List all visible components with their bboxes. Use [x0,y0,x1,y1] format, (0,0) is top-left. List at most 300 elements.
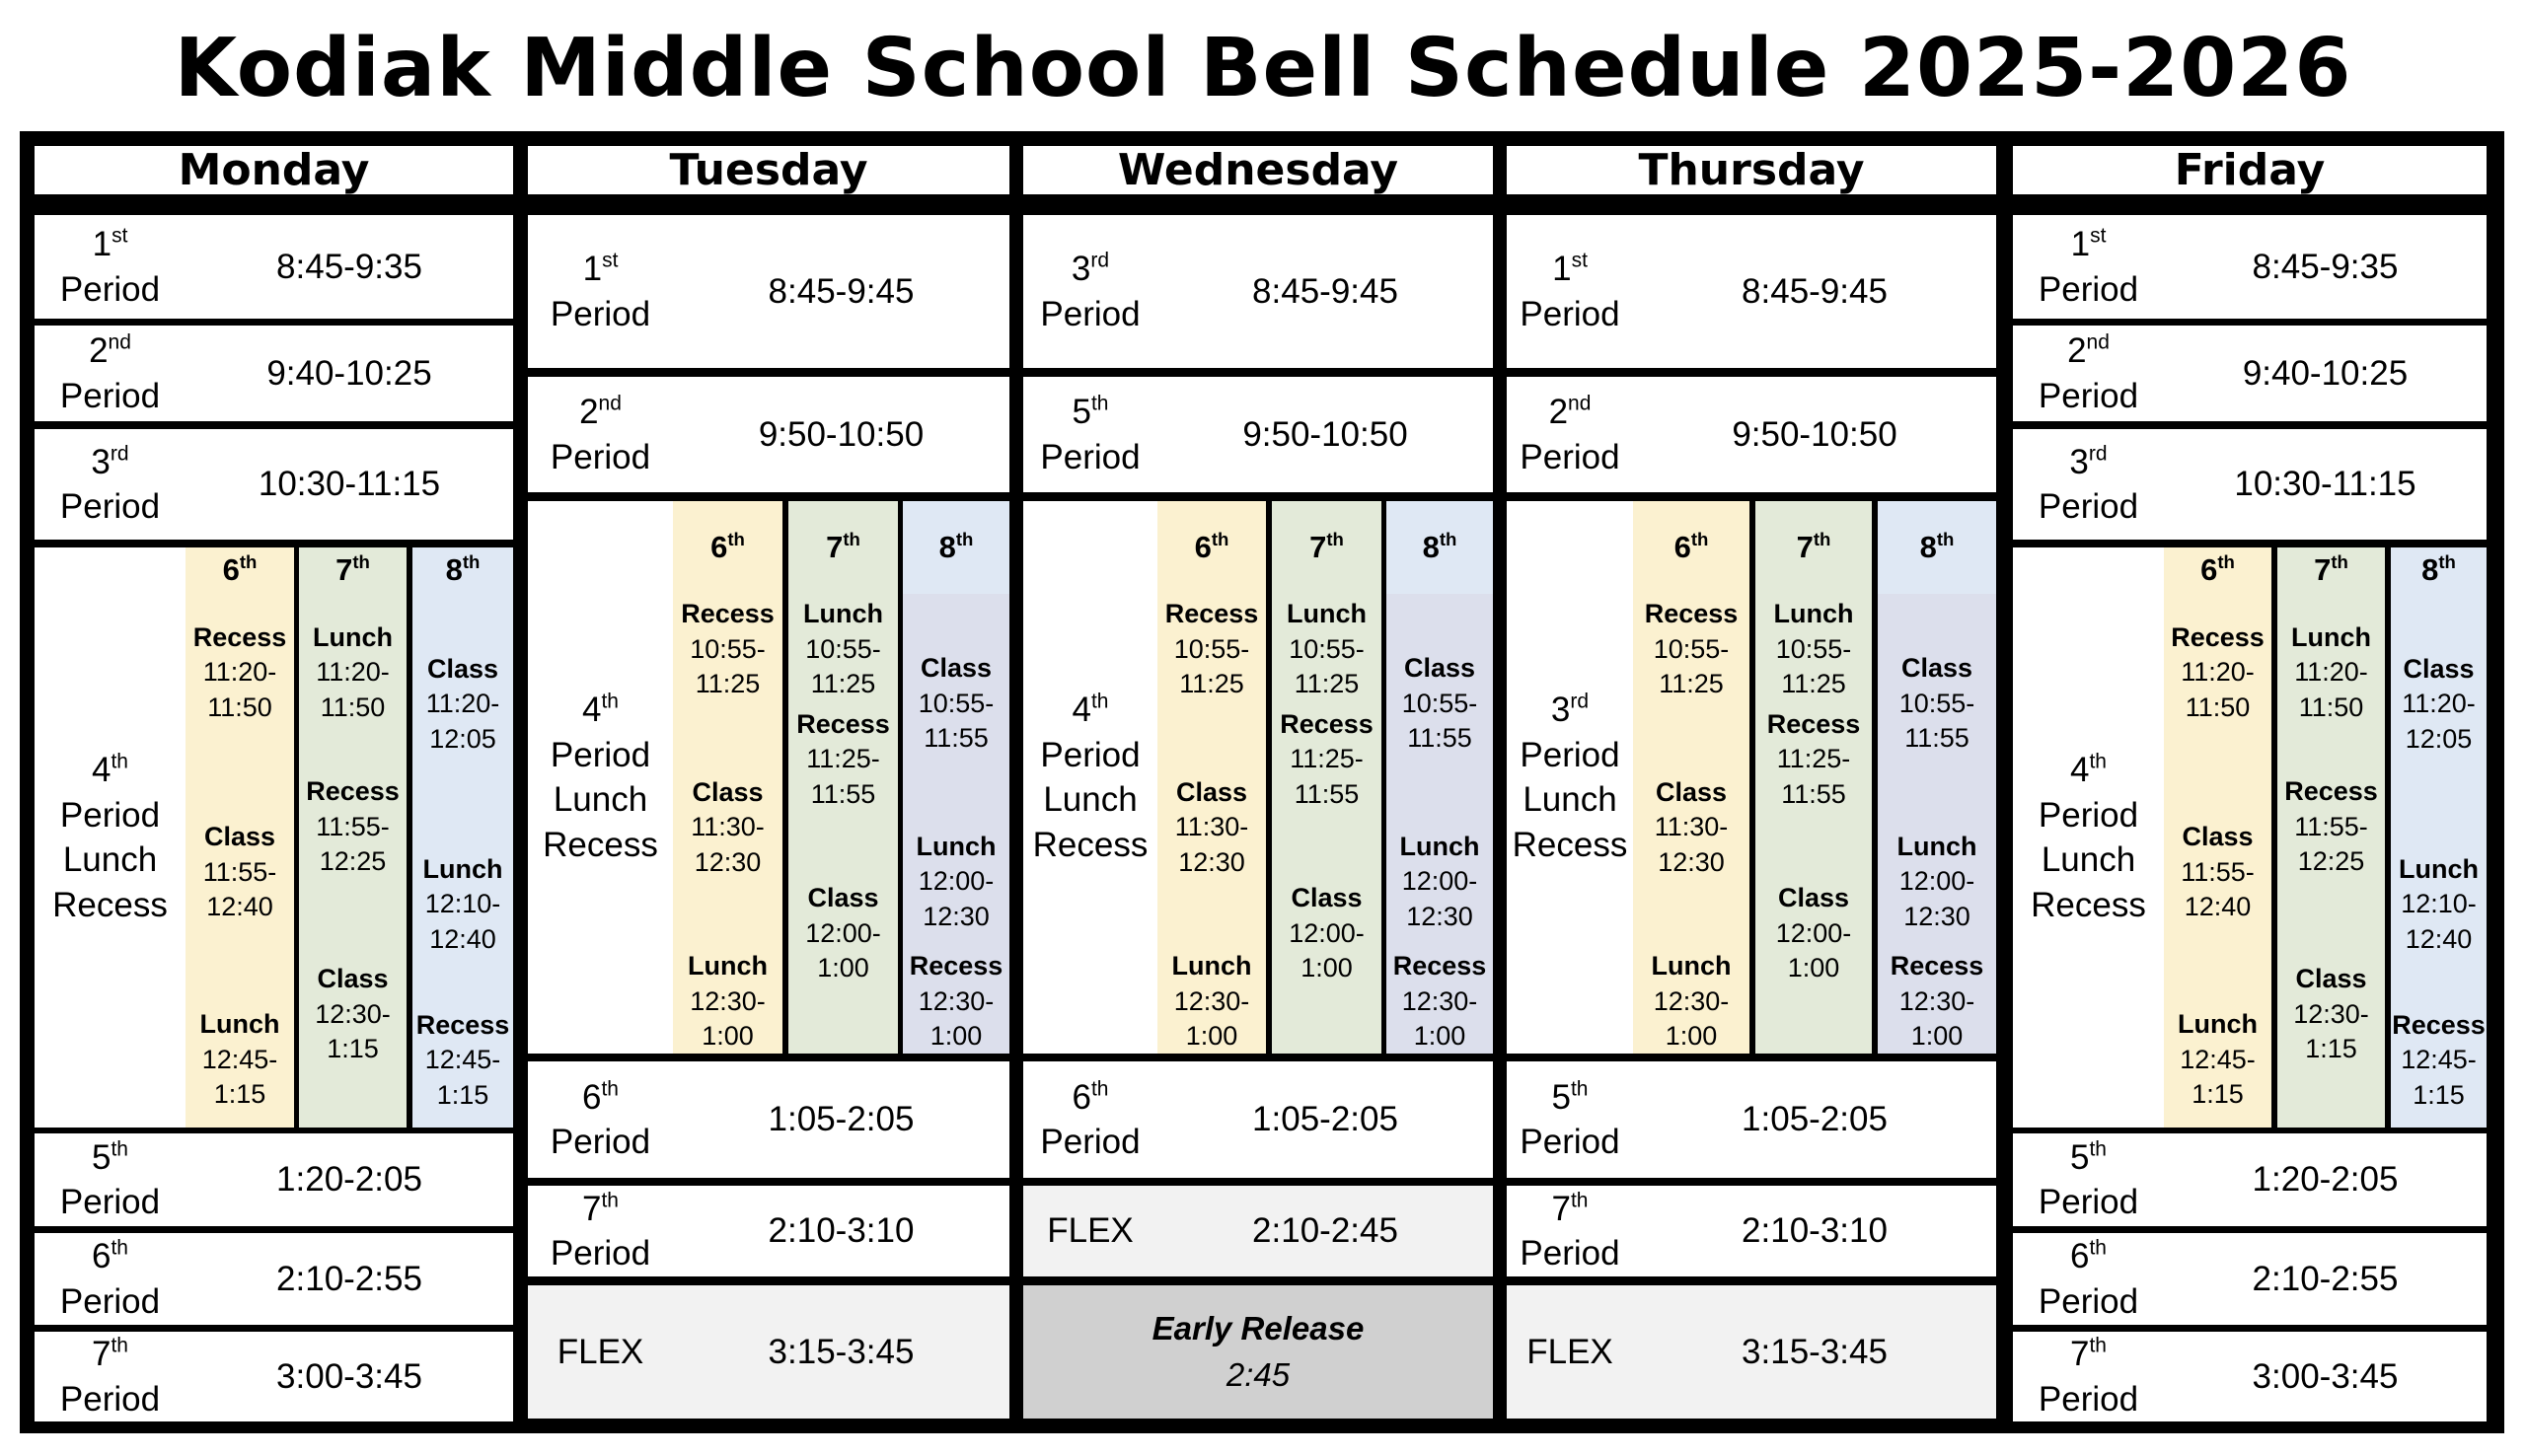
friday-grade-8-header [2391,547,2487,593]
lunch-period-line [92,748,128,793]
period-word: Period [550,294,651,333]
thursday-grade-8-class-block [1878,594,1996,814]
block-time-end: 12:30 [694,846,762,877]
time-text: 3:00-3:45 [2252,1356,2399,1396]
block-time-start: 12:30- [315,998,391,1029]
time-text: 2:10-2:55 [276,1259,422,1298]
schedule-table [20,131,2504,1433]
block-time-start: 12:30- [1653,985,1730,1016]
wednesday-period-time [1157,1061,1493,1178]
friday-period-label [2013,1332,2164,1421]
period-line [582,1187,619,1232]
grade-number: 7 [335,552,353,587]
block-time-start: 11:55- [2181,856,2255,887]
thursday-lunch-label [1507,501,1633,1054]
lunch-word-2: Lunch [1043,780,1138,819]
block-name: Lunch [199,1009,280,1040]
period-suffix: th [1090,1076,1109,1100]
monday-grade-8-header [412,547,513,593]
block-time-end: 1:00 [929,1021,983,1052]
time-text: 9:40-10:25 [2242,353,2409,393]
period-number: 6 [582,1077,602,1117]
period-word: Period [1040,1123,1141,1161]
block-name: Recess [2171,621,2265,652]
block-name: Recess [192,621,287,652]
friday-grade-6-header [2164,547,2271,593]
grade-number: 8 [938,530,956,564]
wednesday-early-release [1023,1285,1493,1419]
time-text: 9:40-10:25 [266,353,432,393]
wednesday-lunch-label [1023,501,1157,1054]
monday-period-time [186,326,513,421]
period-word: Period [1040,437,1141,476]
block-time-start: 12:30- [1173,985,1250,1016]
period-number: 5 [92,1137,111,1177]
thursday-period-time [1633,377,1996,492]
monday-grade-8-class-block [412,593,513,816]
block-time-end: 12:40 [2184,892,2252,922]
period-line [2071,222,2107,267]
block-name: Class [1291,883,1363,913]
time-text: 3:00-3:45 [276,1356,422,1396]
block-name: Recess [681,599,775,629]
block-time-start: 10:55- [690,633,766,664]
block-time-start: 12:45- [201,1044,278,1074]
period-word: Period [59,1379,161,1419]
period-line [1073,390,1109,435]
period-word: Period [2038,1379,2139,1419]
period-suffix: nd [598,392,622,415]
time-text: 3:15-3:45 [1742,1332,1888,1371]
block-time-start: 12:45- [424,1045,501,1075]
grade-suffix: th [727,528,745,549]
block-time-end: 12:30 [1658,846,1725,877]
period-word: Period [1520,1234,1620,1273]
block-time-start: 11:20- [2294,657,2368,688]
period-word: Period [2038,269,2139,309]
tuesday-period-label [528,1186,673,1276]
block-name: Class [1777,883,1850,913]
tuesday-grade-7-header [788,501,898,594]
block-name: Recess [1392,951,1487,982]
friday-period-time [2164,215,2487,319]
block-name: Class [426,653,499,684]
block-time-start: 11:20- [316,657,390,688]
block-name: Recess [1280,708,1374,739]
block-time-end: 11:50 [2185,692,2251,722]
block-time-start: 12:30- [918,985,995,1016]
wednesday-grade-6-header [1157,501,1266,594]
wednesday-grade-8-recess-block [1386,950,1493,1054]
period-suffix: rd [1090,249,1110,272]
tuesday-flex-time [673,1285,1009,1419]
block-time-end: 11:55 [1781,778,1846,809]
period-line [92,1234,128,1279]
early-release-time: 2:45 [1226,1355,1291,1393]
monday-period-time [186,1332,513,1421]
period-line [1552,1075,1589,1121]
tuesday-grade-6-lunch-block [673,950,782,1054]
grade-suffix: th [462,550,481,572]
grade-line [826,530,860,565]
tuesday-grade-6-header [673,501,782,594]
block-time-start: 10:55- [805,633,881,664]
block-name: Lunch [422,853,503,884]
block-time-start: 10:55- [1775,633,1852,664]
period-line [91,440,128,485]
block-time-end: 1:15 [213,1079,266,1110]
thursday-grade-7-class-block [1755,814,1872,1054]
block-time-end: 1:15 [327,1034,379,1064]
friday-period-label [2013,1133,2164,1226]
monday-grade-6-recess-block [186,593,294,753]
time-text: 1:05-2:05 [768,1100,915,1138]
lunch-word-3: Recess [1032,825,1149,864]
block-name: Class [692,776,764,807]
lunch-period-line [1073,688,1109,733]
tuesday-grade-8-class-block [903,594,1009,814]
period-suffix: th [1570,1188,1589,1211]
tuesday-period-time [673,215,1009,368]
block-name: Recess [306,776,400,807]
grade-number: 6 [2200,552,2218,587]
monday-grade-7-class-block [299,902,407,1128]
block-time-end: 1:15 [2305,1034,2357,1064]
time-text: 2:10-3:10 [768,1211,915,1250]
monday-period-time [186,1133,513,1226]
friday-period-time [2164,429,2487,540]
block-time-start: 11:25- [1290,744,1364,774]
block-time-start: 10:55- [1898,688,1975,718]
monday-grade-6-class-block [186,753,294,992]
time-text: 8:45-9:45 [768,271,915,311]
period-suffix: rd [2088,441,2108,465]
block-time-start: 12:00- [1401,866,1478,897]
thursday-period-label [1507,1186,1633,1276]
time-text: 8:45-9:35 [2252,247,2399,286]
friday-grade-7-lunch-block [2277,593,2385,753]
thursday-period-label [1507,377,1633,492]
wednesday-period-label [1023,377,1157,492]
block-time-end: 1:15 [2413,1079,2465,1110]
grade-line [335,552,370,588]
thursday-grade-6-lunch-block [1633,950,1749,1054]
block-time-start: 12:10- [424,889,501,919]
wednesday-period-label [1023,1061,1157,1178]
period-suffix: rd [110,441,129,465]
wednesday-grade-7-lunch-block [1272,594,1381,705]
monday-grade-6-lunch-block [186,992,294,1128]
time-text: 9:50-10:50 [1732,414,1897,454]
period-line [92,1332,128,1377]
block-time-start: 12:00- [1289,917,1365,948]
flex-label-text: FLEX [1047,1211,1134,1251]
block-time-end: 11:55 [1904,723,1969,754]
tuesday-flex-label [528,1285,673,1419]
thursday-period-time [1633,1061,1996,1178]
grade-suffix: th [955,528,974,549]
monday-period-time [186,215,513,319]
tuesday-grade-6-recess-block [673,594,782,705]
wednesday-period-time [1157,377,1493,492]
tuesday-grade-6-class-block [673,705,782,950]
tuesday-period-time [673,1061,1009,1178]
grade-line [1920,530,1955,565]
tuesday-period-label [528,1061,673,1178]
thursday-header: Thursday [1507,146,1996,194]
monday-period-label [35,1233,186,1325]
period-line [1552,1187,1589,1232]
period-number: 3 [2069,442,2089,481]
grade-number: 7 [1796,530,1814,564]
period-number: 7 [92,1335,111,1373]
block-time-end: 1:00 [1665,1021,1718,1052]
friday-period-label [2013,429,2164,540]
monday-period-time [186,1233,513,1325]
block-time-end: 1:00 [1787,953,1840,983]
thursday-period-time [1633,215,1996,368]
lunch-period-suffix: rd [1570,690,1590,713]
block-time-end: 12:40 [2405,923,2473,954]
period-word: Period [550,1234,651,1273]
grade-line [2421,552,2456,588]
block-name: Lunch [2399,853,2479,884]
block-name: Lunch [916,831,997,861]
flex-label-text: FLEX [1526,1332,1613,1371]
period-line [1073,1075,1109,1121]
tuesday-period-time [673,1186,1009,1276]
block-time-start: 10:55- [1289,633,1365,664]
wednesday-grade-6-recess-block [1157,594,1266,705]
block-time-end: 1:00 [1185,1021,1238,1052]
grade-number: 7 [2314,552,2332,587]
block-time-end: 11:50 [320,692,386,722]
block-time-start: 10:55- [918,688,995,718]
block-name: Lunch [1773,599,1854,629]
tuesday-header: Tuesday [528,146,1009,194]
thursday-period-label [1507,1061,1633,1178]
period-number: 7 [1551,1189,1571,1228]
block-time-start: 12:30- [1401,985,1478,1016]
period-suffix: st [602,249,619,272]
lunch-period-number: 4 [582,691,602,729]
period-line [583,247,619,292]
grade-suffix: th [2331,550,2348,572]
period-word: Period [2038,487,2139,526]
block-time-start: 12:30- [2293,998,2369,1029]
period-suffix: st [2090,224,2107,248]
block-name: Recess [1890,951,1984,982]
friday-grade-7-class-block [2277,902,2385,1128]
period-number: 5 [2070,1137,2090,1177]
period-line [2069,440,2107,485]
grade-line [2200,552,2235,588]
friday-period-time [2164,326,2487,421]
wednesday-flex-time [1157,1186,1493,1276]
lunch-word-2: Lunch [2041,840,2136,879]
tuesday-grade-8-recess-block [903,950,1009,1054]
period-word: Period [59,487,161,526]
friday-period-time [2164,1332,2487,1421]
lunch-period-number: 3 [1550,691,1571,729]
friday-grade-6-class-block [2164,753,2271,992]
friday-grade-7-recess-block [2277,753,2385,902]
block-name: Recess [1644,599,1739,629]
time-text: 1:05-2:05 [1252,1100,1398,1138]
lunch-word-1: Period [1520,735,1620,774]
block-time-end: 12:05 [2405,723,2473,754]
monday-grade-7-header [299,547,407,593]
block-time-end: 11:25 [1179,669,1244,699]
block-time-end: 1:00 [702,1021,754,1052]
block-time-end: 11:50 [207,692,272,722]
period-number: 3 [1071,250,1091,288]
block-name: Class [203,822,276,852]
tuesday-grade-7-class-block [788,814,898,1054]
block-name: Class [1655,776,1728,807]
thursday-period-label [1507,215,1633,368]
period-suffix: th [601,1188,619,1211]
block-name: Class [1900,653,1973,684]
lunch-word-1: Period [59,795,161,835]
grade-line [1195,530,1229,565]
block-name: Lunch [1171,951,1252,982]
period-suffix: st [1571,249,1588,272]
period-line [579,390,622,435]
time-text: 8:45-9:45 [1742,271,1888,311]
block-time-end: 12:30 [1178,846,1245,877]
friday-header: Friday [2013,146,2487,194]
period-line [582,1075,619,1121]
block-time-end: 1:00 [1910,1021,1964,1052]
wednesday-grade-8-lunch-block [1386,814,1493,950]
block-name: Class [2182,822,2254,852]
period-suffix: th [2089,1334,2107,1357]
lunch-word-3: Recess [1512,825,1628,864]
block-time-start: 11:30- [691,812,765,842]
tuesday-period-time [673,377,1009,492]
lunch-word-1: Period [550,735,651,774]
grade-number: 8 [445,552,463,587]
block-time-end: 11:25 [1294,669,1360,699]
block-name: Class [920,653,993,684]
block-time-end: 11:55 [924,723,989,754]
grade-number: 7 [826,530,844,564]
block-time-start: 12:00- [1898,866,1975,897]
grade-suffix: th [1813,528,1831,549]
block-name: Recess [1766,708,1861,739]
lunch-period-suffix: th [111,750,128,773]
period-number: 1 [2070,225,2091,263]
monday-period-label [35,1332,186,1421]
thursday-flex-time [1633,1285,1996,1419]
block-time-end: 1:15 [436,1079,489,1110]
lunch-period-suffix: th [2089,750,2107,773]
period-number: 6 [2070,1237,2090,1275]
wednesday-period-time [1157,215,1493,368]
thursday-grade-6-recess-block [1633,594,1749,705]
block-name: Lunch [1399,831,1480,861]
time-text: 9:50-10:50 [758,414,925,454]
block-time-start: 11:20- [2181,657,2255,688]
wednesday-flex-label [1023,1186,1157,1276]
grade-number: 6 [222,552,240,587]
block-name: Lunch [803,599,883,629]
block-name: Lunch [1651,951,1732,982]
period-word: Period [1520,294,1620,333]
tuesday-grade-8-header [903,501,1009,594]
period-suffix: nd [2086,330,2110,354]
lunch-period-suffix: th [601,690,619,713]
block-time-start: 12:45- [2401,1045,2477,1075]
friday-period-label [2013,326,2164,421]
wednesday-grade-7-header [1272,501,1381,594]
period-word: Period [2038,376,2139,415]
period-word: Period [550,1123,651,1161]
wednesday-grade-7-class-block [1272,814,1381,1054]
period-suffix: th [1090,392,1109,415]
time-text: 9:50-10:50 [1242,414,1408,454]
block-time-end: 11:25 [1659,669,1724,699]
block-time-end: 1:00 [1300,953,1353,983]
thursday-grade-7-recess-block [1755,705,1872,814]
block-time-start: 10:55- [1401,688,1478,718]
tuesday-grade-7-recess-block [788,705,898,814]
grade-suffix: th [843,528,860,549]
block-name: Recess [415,1009,510,1040]
period-line [1072,247,1109,292]
friday-period-label [2013,1233,2164,1325]
time-text: 10:30-11:15 [2234,465,2416,503]
block-time-start: 11:25- [806,744,880,774]
friday-period-label [2013,215,2164,319]
thursday-grade-7-header [1755,501,1872,594]
lunch-word-1: Period [1040,735,1141,774]
friday-grade-7-header [2277,547,2385,593]
period-number: 2 [89,331,109,370]
block-name: Recess [1164,599,1259,629]
period-line [2070,1135,2107,1181]
block-time-start: 12:00- [805,917,881,948]
thursday-grade-6-class-block [1633,705,1749,950]
block-time-end: 11:25 [810,669,876,699]
period-suffix: th [2089,1236,2107,1260]
period-number: 6 [1072,1077,1091,1117]
period-word: Period [1040,294,1141,333]
grade-suffix: th [239,550,258,572]
block-time-start: 11:20- [2402,689,2476,719]
block-time-start: 11:20- [425,689,500,719]
lunch-word-2: Lunch [553,780,648,819]
period-word: Period [59,1281,161,1321]
period-suffix: th [111,1236,128,1260]
block-name: Recess [909,951,1003,982]
monday-period-label [35,429,186,540]
grade-suffix: th [1690,528,1709,549]
time-text: 2:10-2:55 [2252,1259,2399,1298]
grade-number: 6 [1673,530,1691,564]
lunch-period-line [1551,688,1589,733]
monday-grade-8-lunch-block [412,816,513,993]
period-line [1549,390,1592,435]
tuesday-grade-7-lunch-block [788,594,898,705]
block-time-end: 12:25 [2297,846,2365,877]
thursday-grade-8-lunch-block [1878,814,1996,950]
period-number: 3 [91,442,111,481]
period-line [89,328,131,374]
time-text: 1:05-2:05 [1742,1100,1888,1138]
friday-period-time [2164,1133,2487,1226]
